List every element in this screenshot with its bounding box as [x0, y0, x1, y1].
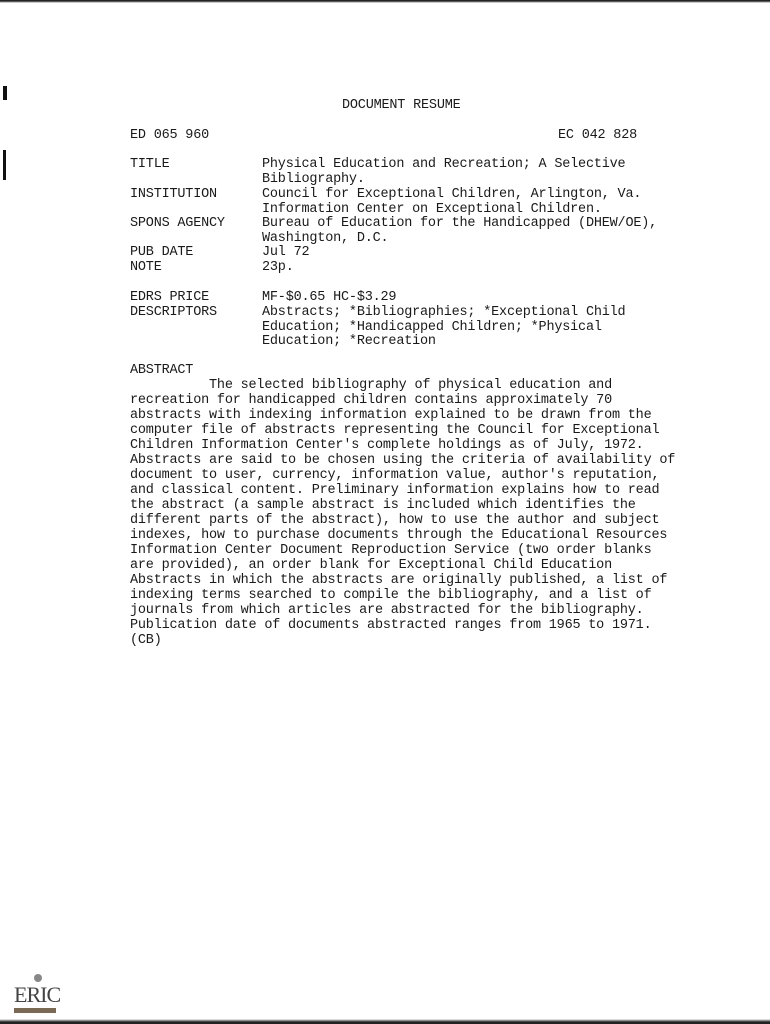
ed-number: ED 065 960 — [130, 128, 210, 143]
field-value-pub-date: Jul 72 — [262, 245, 310, 260]
field-value-note: 23p. — [262, 260, 294, 275]
field-value-title-line1: Physical Education and Recreation; A Selective — [262, 157, 626, 172]
field-value-edrs-price: MF-$0.65 HC-$3.29 — [262, 290, 397, 305]
field-value-descriptors-line1: Abstracts; *Bibliographies; *Exceptional Child — [262, 305, 626, 320]
field-value-title-line2: Bibliography. — [262, 172, 365, 187]
field-value-institution-line1: Council for Exceptional Children, Arlington, Va. — [262, 187, 642, 202]
field-label-descriptors: DESCRIPTORS — [130, 305, 217, 320]
field-value-spons-agency-line1: Bureau of Education for the Handicapped (DHEW/OE), — [262, 216, 658, 231]
field-value-spons-agency-line2: Washington, D.C. — [262, 231, 389, 246]
document-title: DOCUMENT RESUME — [342, 98, 461, 113]
field-label-institution: INSTITUTION — [130, 187, 217, 202]
scan-bottom-edge — [0, 1019, 770, 1024]
field-label-note: NOTE — [130, 260, 162, 275]
logo-bar — [14, 1008, 56, 1013]
scan-left-mark — [3, 150, 6, 180]
scan-top-edge — [0, 0, 770, 4]
logo-text: ERIC — [14, 982, 61, 1007]
field-value-descriptors-line3: Education; *Recreation — [262, 334, 436, 349]
logo-emblem-icon — [34, 974, 42, 982]
field-value-descriptors-line2: Education; *Handicapped Children; *Physical — [262, 320, 602, 335]
field-value-institution-line2: Information Center on Exceptional Children. — [262, 202, 602, 217]
abstract-text: The selected bibliography of physical education and recreation for handicapped children contains approximately 70 abstracts with indexing information explained to be drawn from the computer file of abstracts representing the Council for Exceptional Children Information Center's complete holdings as of July, 1972. Abstracts are said to be chosen using the criteria of availability of document to user, currency, information value, author's reputation, and classical content. Preliminary information explains how to read the abstract (a sample abstract is included which identifies the different parts of the abstract), how to use the author and subject indexes, how to purchase documents through the Educational Resources Information Center Document Reproduction Service (two order blanks are provided), an order blank for Exceptional Child Education Abstracts in which the abstracts are originally published, a list of indexing terms searched to compile the bibliography, and a list of journals from which articles are abstracted for the bibliography. Publication date of documents abstracted ranges from 1965 to 1971. (CB) — [130, 378, 676, 648]
field-label-edrs-price: EDRS PRICE — [130, 290, 210, 305]
field-label-spons-agency: SPONS AGENCY — [130, 216, 225, 231]
eric-logo — [12, 974, 60, 1018]
ec-number: EC 042 828 — [558, 128, 638, 143]
field-label-pub-date: PUB DATE — [130, 245, 194, 260]
field-label-title: TITLE — [130, 157, 170, 172]
scan-left-mark — [3, 86, 7, 100]
abstract-heading: ABSTRACT — [130, 363, 194, 378]
